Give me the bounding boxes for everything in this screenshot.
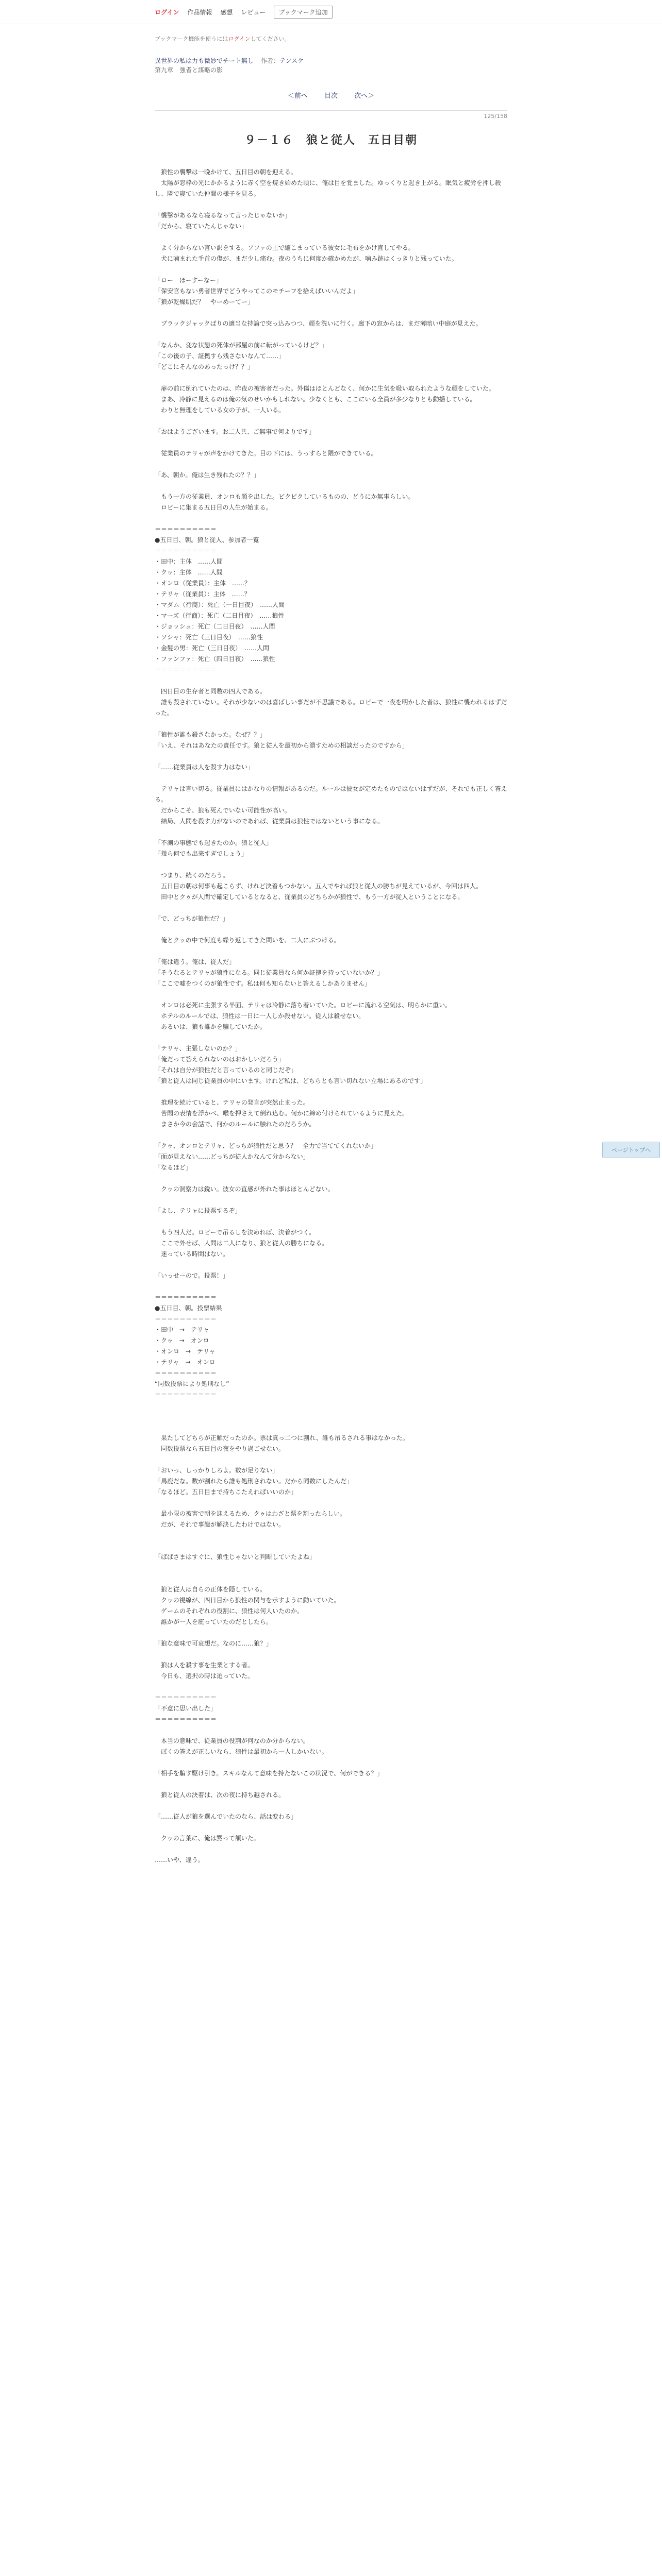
- body-line: ・金髪の男：死亡（三日目夜） ……人間: [155, 645, 270, 652]
- body-line: [155, 1281, 507, 1292]
- body-line: 「……従人が狼を選んでいたのなら、話は変わる」: [155, 1813, 297, 1820]
- body-line: 「おはようございます。お二人共、ご無事で何よりです」: [155, 428, 316, 435]
- toc-link[interactable]: 目次: [324, 92, 338, 100]
- body-line: 「面が見えない……どっちが従人かなんて分からない」: [155, 1153, 309, 1160]
- body-line: よく分からない言い訳をする。ソファの上で縮こまっている彼女に毛布をかけ直してやる。: [155, 244, 415, 251]
- page-top-button[interactable]: ページトップへ: [602, 1142, 660, 1158]
- body-line: 本当の意味で、従業員の役割が何なのか分からない。: [155, 1737, 309, 1744]
- body-line: ●五日目、朝。投票結果: [155, 1304, 222, 1312]
- body-line: [155, 1260, 507, 1270]
- body-line: 五日目の朝は何事も起こらず、けれど決着もつかない。五人でやれば狼と従人の勝ちが見えているが、今回は四人。: [155, 883, 483, 890]
- body-line: 「そうなるとテリャが狼性になる。同じ従業員なら何か証拠を持っていないか？」: [155, 969, 384, 976]
- body-line: ゲームのそれぞれの役割に、狼性は何人いたのか。: [155, 1607, 304, 1615]
- nav-item-info[interactable]: 作品情報: [187, 8, 212, 16]
- body-line: 推理を続けていると、テリャの発言が突然止まった。: [155, 1099, 309, 1106]
- body-line: [155, 1563, 507, 1573]
- body-line: 「狼が乾燥肌だ？ やーめーてー」: [155, 298, 254, 306]
- body-line: 「よし、テリャに投票するぞ」: [155, 1207, 241, 1214]
- prev-link[interactable]: ＜前へ: [287, 92, 308, 100]
- body-line: [155, 1844, 507, 1855]
- body-line: [155, 372, 507, 383]
- body-line: ・ファンファ：死亡（四日目夜） ……狼性: [155, 655, 275, 663]
- body-line: [155, 773, 507, 784]
- chapter-subtitle: 第九章 強者と謀略の影: [155, 66, 223, 74]
- body-line: [155, 481, 507, 492]
- body-line: [155, 1573, 507, 1584]
- body-line: 「俺は違う。俺は、従人だ」: [155, 958, 236, 965]
- body-line: ・ジョッシュ：死亡（二日目夜） ……人間: [155, 623, 275, 630]
- body-line: [155, 1400, 507, 1411]
- body-line: 俺とクゥの中で何度も繰り返してきた問いを、二人にぶつける。: [155, 937, 340, 944]
- body-line: ぼくの答えが正しいなら、狼性は最初から一人しかいない。: [155, 1748, 328, 1755]
- body-line: 「ばばさまはすぐに、狼性じゃないと判断していたよね」: [155, 1553, 316, 1561]
- top-header: [0, 0, 662, 24]
- author-label: 作者：: [261, 57, 280, 64]
- nav-item-review[interactable]: レビュー: [241, 8, 266, 16]
- body-line: まさか今の会話で、何かのルールに触れたのだろうか。: [155, 1121, 316, 1128]
- body-line: ここで外せば、人間は二人になり、狼と従人の勝ちになる。: [155, 1240, 328, 1247]
- body-line: ・テリャ（従業員）：主体 ……？: [155, 590, 251, 598]
- body-line: 誰かが一人を庇っていたのだとしたら。: [155, 1618, 273, 1625]
- body-line: 「不意に思い出した」: [155, 1705, 217, 1712]
- author-link[interactable]: テンスケ: [279, 57, 304, 64]
- body-line: 「いえ、それはあなたの責任です。狼と従人を最初から潰すための相談だったのですから」: [155, 742, 408, 749]
- body-line: 苦悶の表情を浮かべ、喉を押さえて倒れ込む。何かに締め付けられているように見えた。: [155, 1110, 409, 1117]
- body-line: 「どこにそんなのあったっけ？？」: [155, 363, 254, 370]
- body-line: [155, 1649, 507, 1660]
- body-line: [155, 1682, 507, 1692]
- body-line: 四日目の生存者と同数の四人である。: [155, 688, 267, 695]
- body-line: 「だから、寝ていたんじゃない」: [155, 223, 248, 230]
- body-line: 最小限の被害で朝を迎えるため、クゥはわざと票を割ったらしい。: [155, 1510, 346, 1517]
- body-line: あるいは、狼も誰かを騙していたか。: [155, 1023, 267, 1030]
- body-line: [155, 751, 507, 762]
- body-line: ブラックジャックばりの適当な持論で突っ込みつつ、顔を洗いに行く。廊下の窓からは、まだ薄暗い中庭が見えた。: [155, 320, 482, 327]
- notice-suffix: してください。: [250, 36, 290, 42]
- body-line: 従業員のテリャが声をかけてきた。目の下には、うっすらと隈ができている。: [155, 450, 377, 457]
- notice-prefix: ブックマーク機能を使うには: [155, 36, 228, 42]
- body-line: クゥの言葉に、俺は黙って頷いた。: [155, 1835, 260, 1842]
- body-line: 「この後の子、証拠すら残さないなんて……」: [155, 352, 285, 360]
- body-line: 「なるほど」: [155, 1164, 192, 1171]
- series-title-link[interactable]: 異世界の私は力も微妙でチート無し: [155, 57, 254, 64]
- body-line: ＝＝＝＝＝＝＝＝＝＝: [155, 526, 217, 533]
- body-line: ・テリャ → オンロ: [155, 1359, 216, 1366]
- body-line: [155, 1628, 507, 1638]
- body-line: [155, 513, 507, 524]
- body-line: ＝＝＝＝＝＝＝＝＝＝: [155, 1294, 217, 1301]
- body-line: [155, 1530, 507, 1541]
- body-line: まあ、冷静に見えるのは俺の気のせいかもしれない。少なくとも、ここにいる全員が多少なりとも動揺している。: [155, 396, 476, 403]
- body-line: [155, 1822, 507, 1833]
- body-line: 狼と従人は自らの正体を隠している。: [155, 1586, 267, 1593]
- body-line: [155, 1173, 507, 1184]
- body-line: [155, 859, 507, 870]
- bookmark-notice: [155, 35, 662, 43]
- pager-top: [0, 90, 662, 100]
- body-line: [155, 1195, 507, 1206]
- body-line: だからこそ、狼も死んでいない可能性が高い。: [155, 807, 291, 814]
- body-line: ・ソシャ：死亡（三日目夜） ……狼性: [155, 634, 263, 641]
- body-line: 「なるほど。五日目まで持ちこたえればいいのか」: [155, 1488, 297, 1496]
- body-line: [155, 989, 507, 1000]
- body-line: ＝＝＝＝＝＝＝＝＝＝: [155, 1391, 217, 1398]
- body-line: 「ここで嘘をつくのが狼性です。私は何も知らないと答えるしかありません」: [155, 980, 371, 987]
- body-line: ＝＝＝＝＝＝＝＝＝＝: [155, 1369, 217, 1377]
- body-line: ・田中 → テリャ: [155, 1326, 209, 1333]
- chapter-title: ９－１６ 狼と従人 五日目朝: [244, 134, 418, 147]
- body-line: ・クゥ → オンロ: [155, 1337, 209, 1344]
- body-line: [155, 1411, 507, 1422]
- body-line: ・クゥ：主体 ……人間: [155, 569, 223, 576]
- body-line: 狼性の襲撃は一晩かけて、五日目の朝を迎える。: [155, 168, 297, 176]
- body-line: [155, 199, 507, 210]
- body-line: ホテルのルールでは、狼性は一日に一人しか殺せない。従人は殺せない。: [155, 1012, 365, 1020]
- body-line: ・オンロ → テリャ: [155, 1348, 216, 1355]
- body-line: ・田中：主体 ……人間: [155, 558, 223, 565]
- body-line: クゥの洞察力は鋭い。彼女の直感が外れた事はほとんどない。: [155, 1185, 334, 1193]
- body-line: “同数投票により処刑なし”: [155, 1380, 229, 1387]
- body-line: 「不測の事態でも起きたのか。狼と従人」: [155, 839, 273, 846]
- body-line: [155, 924, 507, 935]
- body-line: 太陽が窓枠の光にかかるように赤く空を焼き始めた頃に、俺は目を覚ました。ゆっくりと起き上がる。眠気と疲労を押し殺し、隣で寝ていた仲間の様子を見る。: [155, 179, 501, 197]
- body-line: ＝＝＝＝＝＝＝＝＝＝: [155, 1315, 217, 1323]
- novel-body: [155, 167, 507, 1866]
- body-line: 今日も、選択の時は迫っていた。: [155, 1672, 254, 1680]
- body-line: 果たしてどちらが正解だったのか。票は真っ二つに割れ、誰も吊るされる事はなかった。: [155, 1434, 409, 1442]
- body-line: [155, 719, 507, 730]
- body-line: ＝＝＝＝＝＝＝＝＝＝: [155, 1716, 217, 1723]
- body-line: 「狼な意味で可哀想だ。なのに……狼？」: [155, 1640, 273, 1647]
- body-line: [155, 329, 507, 340]
- body-line: [155, 264, 507, 275]
- body-line: [155, 1498, 507, 1509]
- notice-login-link[interactable]: ログイン: [228, 36, 251, 42]
- body-line: [155, 1087, 507, 1097]
- body-line: [155, 903, 507, 913]
- body-line: クゥの視線が、四日目から狼性の関与を示すように動いていた。: [155, 1597, 340, 1604]
- body-line: 「狼と従人は同じ従業員の中にいます。けれど私は、どちらとも言い切れない立場にあるのです」: [155, 1077, 427, 1084]
- body-line: [155, 946, 507, 957]
- body-line: ロビーに集まる五日目の人生が始まる。: [155, 504, 272, 511]
- body-line: [155, 675, 507, 686]
- body-line: 「で、どっちが狼性だ？」: [155, 915, 229, 922]
- header-divider: [155, 110, 507, 120]
- body-line: テリャは言い切る。従業員にはかなりの情報があるのだ。ルールは彼女が定めたものではないはずだが、それでも正しく答える。: [155, 785, 507, 803]
- body-line: 狼は人を殺す事を生業とする者。: [155, 1662, 254, 1669]
- body-line: 田中とクゥが人間で確定しているとなると、従業員のどちらかが狼性で、もう一方が従人ということになる。: [155, 893, 464, 901]
- nav-item-impressions[interactable]: 感想: [220, 8, 233, 16]
- body-line: もう四人だ。ロビーで吊るしを決めれば、決着がつく。: [155, 1229, 316, 1236]
- body-line: 「保安官もない勇者世界でどうやってこのモチーフを拾えばいいんだよ」: [155, 287, 359, 295]
- body-line: ……いや、違う。: [155, 1856, 204, 1863]
- body-line: ・マダム（行商）：死亡（一日目夜） ……人間: [155, 601, 285, 608]
- body-line: ・マーズ（行商）：死亡（二日目夜） ……狼性: [155, 612, 285, 619]
- page-number: 125/158: [484, 113, 507, 120]
- body-line: [155, 1422, 507, 1433]
- body-line: 「それは自分が狼性だと言っているのと同じだぞ」: [155, 1066, 297, 1074]
- body-line: ●五日目、朝。狼と従人、参加者一覧: [155, 536, 259, 544]
- body-line: [155, 232, 507, 243]
- body-line: 「テリャ、主張しないのか？」: [155, 1045, 241, 1052]
- body-line: [155, 1032, 507, 1043]
- body-line: わりと無理をしている女の子が、一人いる。: [155, 406, 285, 414]
- body-line: 「いっせーので。投票！」: [155, 1272, 229, 1279]
- body-line: 扉の前に倒れていたのは、昨夜の被害者だった。外傷はほとんどなく、何かに生気を吸い取られたような顔をしていた。: [155, 385, 495, 392]
- breadcrumb-series-row: [155, 56, 662, 65]
- body-line: 同数投票なら五日目の夜をやり過ごせない。: [155, 1445, 285, 1452]
- body-line: ＝＝＝＝＝＝＝＝＝＝: [155, 666, 217, 673]
- body-line: だが、それで事態が解決したわけではない。: [155, 1521, 285, 1528]
- body-line: 誰も殺されていない。それが少ないのは喜ばしい事だが不思議である。ロビーで一夜を明かした者は、狼性に襲われるはずだった。: [155, 699, 507, 717]
- body-line: 犬に噛まれた手首の傷が、まだ少し痛む。夜のうちに何度か確かめたが、噛み跡はくっきりと残っていた。: [155, 255, 458, 262]
- body-line: つまり、続くのだろう。: [155, 872, 229, 879]
- body-line: [155, 1216, 507, 1227]
- body-line: 「あ、朝か。俺は生き残れたの？？」: [155, 471, 260, 479]
- body-line: [155, 827, 507, 838]
- body-line: 迷っている時間はない。: [155, 1250, 229, 1258]
- body-line: [155, 1130, 507, 1141]
- body-line: オンロは必死に主張する半面、テリャは冷静に落ち着いていた。ロビーに流れる空気は、明らかに重い。: [155, 1002, 452, 1009]
- body-line: ＝＝＝＝＝＝＝＝＝＝: [155, 1694, 217, 1701]
- body-line: [155, 1779, 507, 1790]
- body-line: [155, 1801, 507, 1811]
- body-line: 「なんか、変な状態の死体が部屋の前に転がっているけど？」: [155, 342, 328, 349]
- body-line: [155, 308, 507, 318]
- body-line: [155, 1541, 507, 1552]
- next-link[interactable]: 次へ＞: [354, 92, 375, 100]
- breadcrumb: [155, 56, 662, 75]
- body-line: [155, 1454, 507, 1465]
- body-line: 「幾ら何でも出来すぎでしょう」: [155, 850, 248, 857]
- body-line: 「馬鹿だな。数が割れたら誰も処刑されない。だから同数にしたんだ」: [155, 1478, 353, 1485]
- bookmark-button[interactable]: ブックマーク追加: [274, 6, 332, 19]
- body-line: [155, 437, 507, 448]
- body-line: [155, 416, 507, 427]
- body-line: 「クゥ、オンロとテリャ、どっちが狼性だと思う？ 全力で当ててくれないか」: [155, 1142, 377, 1149]
- body-line: ・オンロ（従業員）：主体 ……？: [155, 580, 251, 587]
- login-link[interactable]: ログイン: [155, 8, 179, 16]
- body-line: ＝＝＝＝＝＝＝＝＝＝: [155, 547, 217, 554]
- body-line: 「……従業員は人を殺す力はない」: [155, 764, 254, 771]
- body-line: 「狼性が誰も殺さなかった。なぜ？？」: [155, 731, 267, 738]
- body-line: 「おいっ、しっかりしろよ。数が足りない」: [155, 1467, 279, 1474]
- body-line: 「襲撃があるなら寝るなって言ったじゃないか」: [155, 212, 291, 219]
- body-line: 「相手を騙す駆け引き。スキルなんて意味を持たないこの状況で、何ができる？」: [155, 1770, 384, 1777]
- body-line: 「俺だって答えられないのはおかしいだろう」: [155, 1056, 285, 1063]
- body-line: 「ロー ほーすーなー」: [155, 277, 223, 284]
- body-line: [155, 1725, 507, 1736]
- body-line: [155, 459, 507, 470]
- body-line: [155, 1757, 507, 1768]
- body-line: もう一方の従業員、オンロも顔を出した。ピクピクしているものの、どうにか無事らしい。: [155, 493, 415, 500]
- body-line: 狼と従人の決着は、次の夜に持ち越される。: [155, 1791, 285, 1799]
- body-line: 結局、人間を殺す力がないのであれば、従業員は狼性ではないという事になる。: [155, 818, 384, 825]
